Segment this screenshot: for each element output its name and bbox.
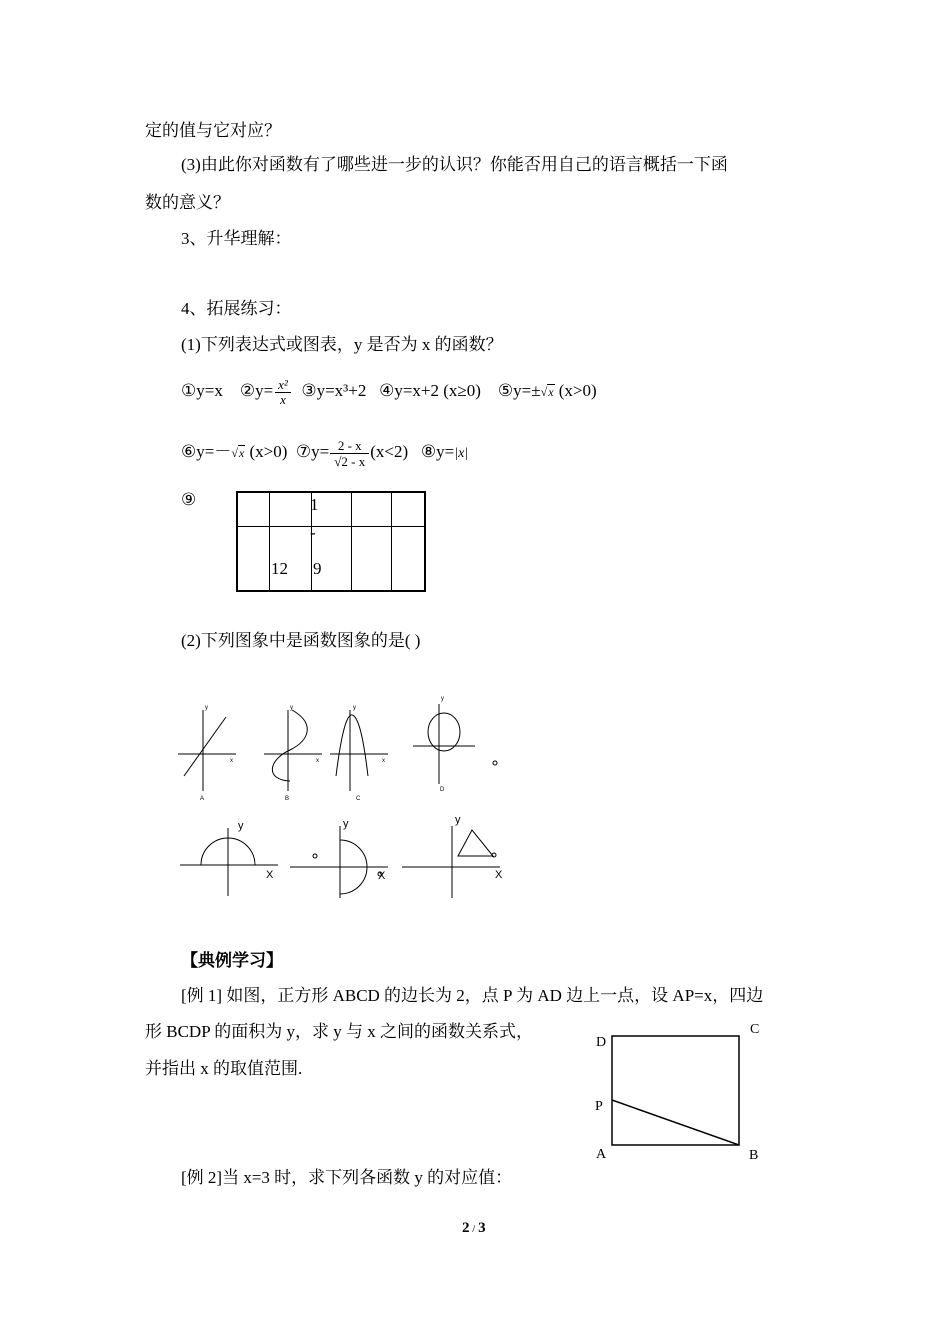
axis-label: x	[316, 758, 319, 764]
axis-label: X	[266, 869, 274, 881]
text-line: (1)下列表达式或图表，y 是否为 x 的函数？	[181, 335, 503, 354]
function-graphs-figure	[170, 688, 520, 903]
formula-8-abs: |x|	[454, 446, 469, 461]
formula-7-fraction	[330, 438, 369, 469]
axis-label: y	[455, 814, 461, 826]
square-abcd-figure	[590, 1018, 775, 1168]
axis-label: x	[382, 758, 385, 764]
sqrt-x: √x	[540, 385, 554, 399]
table-cell	[310, 522, 352, 591]
formula-row-2	[181, 432, 468, 472]
formula-4: ④y=x+2 (x≥0)	[379, 381, 481, 400]
formula-8-label: ⑧y=	[420, 442, 455, 461]
section-title: 【典例学习】	[181, 951, 283, 970]
fraction-denominator: x	[275, 392, 291, 407]
page-number	[462, 1218, 486, 1239]
function-table	[236, 491, 426, 592]
point-label-p: P	[595, 1099, 603, 1114]
fraction-denominator: √2 - x	[330, 453, 369, 469]
formula-3: ③y=x³+2	[301, 381, 367, 400]
table-cell	[270, 492, 312, 526]
example-1-line-3: 并指出 x 的取值范围.	[145, 1059, 303, 1078]
graph-b	[264, 710, 322, 791]
sqrt-x: √x	[231, 446, 245, 460]
formula-6-domain: (x>0)	[249, 442, 288, 461]
page-current: 2	[462, 1220, 470, 1236]
fraction-numerator: x²	[278, 376, 288, 392]
table-cell	[352, 526, 392, 591]
square-abcd	[612, 1036, 739, 1145]
vertex-label-d: D	[596, 1035, 607, 1050]
table-value: 1	[310, 495, 319, 514]
text-line: 3、升华理解：	[181, 229, 292, 248]
table-value: 12	[271, 558, 288, 578]
formula-row-1	[181, 374, 597, 408]
table-value: 9	[313, 558, 322, 578]
radicand: 2 - x	[341, 453, 366, 469]
table-cell	[237, 492, 270, 526]
axis-label: x	[230, 758, 233, 764]
graph-label: A	[200, 796, 205, 802]
vertex-label-a: A	[596, 1147, 607, 1162]
axis-label: y	[238, 820, 244, 832]
formula-5-domain: (x>0)	[558, 381, 597, 400]
table-cell	[312, 492, 352, 526]
vertex-label-c: C	[750, 1022, 760, 1037]
text-line: 数的意义？	[145, 193, 230, 212]
text-line: 4、拓展练习：	[181, 299, 292, 318]
page-separator: /	[469, 1223, 479, 1235]
formula-5-label: ⑤y=±	[497, 381, 541, 400]
formula-6-label: ⑥y=－	[181, 442, 232, 461]
table-cell	[392, 526, 426, 591]
graph-label: B	[285, 796, 290, 802]
axis-label: y	[441, 696, 444, 702]
axis-label: X	[378, 870, 386, 882]
vertex-label-b: B	[749, 1148, 759, 1163]
table-cell	[270, 526, 312, 591]
page-total: 3	[478, 1220, 486, 1236]
formula-2-fraction	[275, 378, 291, 407]
table-cell	[352, 492, 392, 526]
table-cell	[392, 492, 426, 526]
axis-label: y	[353, 705, 356, 711]
formula-1: ①y=x	[181, 381, 223, 400]
text-line: 定的值与它对应？	[145, 121, 281, 140]
table-value: -	[310, 522, 316, 542]
formula-9-label: ⑨	[181, 490, 197, 509]
question-2: (2)下列图象中是函数图象的是( )	[181, 631, 421, 650]
fraction-numerator: 2 - x	[337, 437, 362, 453]
axis-label: y	[343, 818, 349, 830]
formula-7-domain: (x<2)	[370, 442, 409, 461]
axis-label: X	[495, 869, 503, 881]
formula-2-label: ②y=	[239, 381, 274, 400]
radicand: x	[238, 446, 245, 460]
segment-pb	[612, 1100, 739, 1145]
graph-a	[178, 710, 236, 791]
table-cell	[237, 526, 270, 591]
graph-c	[330, 710, 388, 791]
graph-label: C	[356, 796, 361, 802]
axis-label: y	[205, 705, 208, 711]
graph-triangle	[402, 826, 500, 898]
graph-d	[413, 704, 475, 784]
axis-label: y	[290, 705, 293, 711]
example-1-line-1: [例 1] 如图，正方形 ABCD 的边长为 2，点 P 为 AD 边上一点，设 AP=x，四边	[181, 986, 764, 1005]
graph-label: D	[440, 787, 445, 793]
graph-semicircle-right	[290, 826, 388, 898]
example-1-line-2: 形 BCDP 的面积为 y，求 y 与 x 之间的函数关系式，	[145, 1022, 534, 1041]
text-line: (3)由此你对函数有了哪些进一步的认识？你能否用自己的语言概括一下函	[181, 155, 728, 174]
graph-semicircle-top	[180, 828, 278, 896]
formula-7-label: ⑦y=	[295, 442, 330, 461]
radicand: x	[548, 385, 554, 399]
example-2: [例 2]当 x=3 时，求下列各函数 y 的对应值：	[181, 1168, 513, 1187]
